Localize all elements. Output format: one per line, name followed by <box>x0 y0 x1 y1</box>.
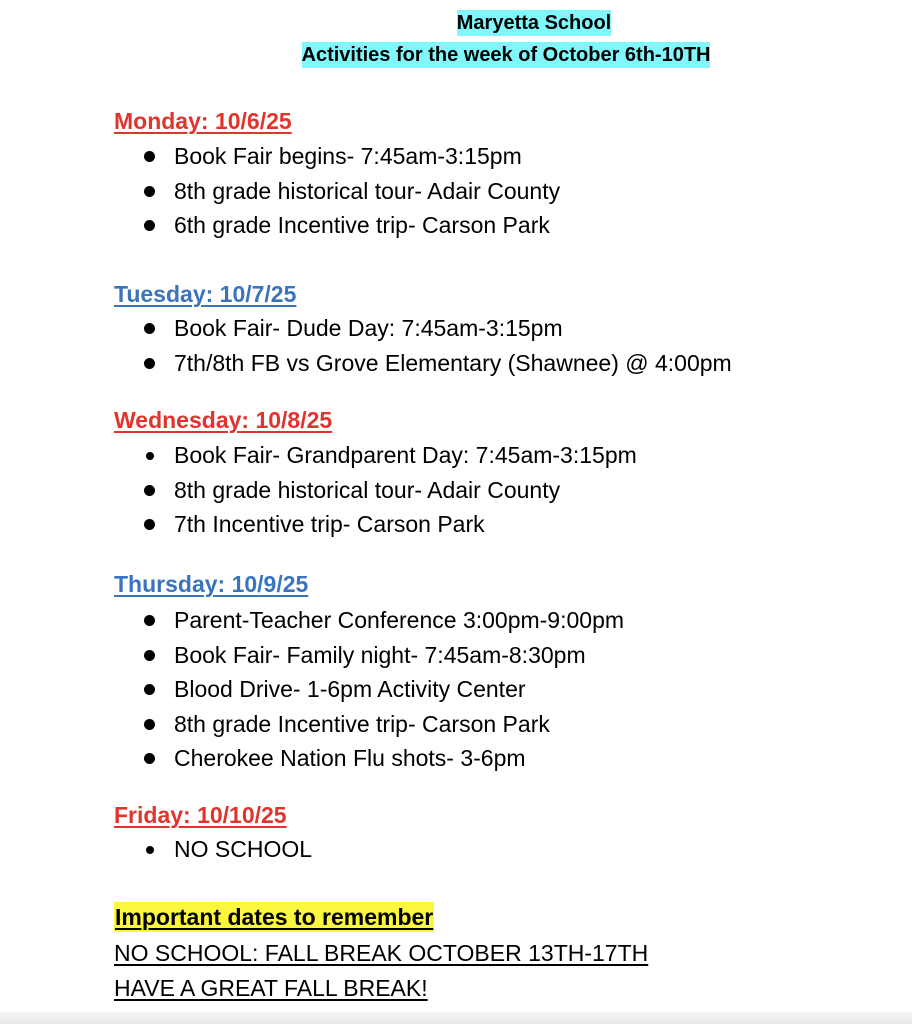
bullet-icon <box>144 753 155 764</box>
bullet-icon <box>144 186 155 197</box>
thursday-heading: Thursday: 10/9/25 <box>114 571 309 597</box>
list-item: Cherokee Nation Flu shots- 3-6pm <box>140 741 624 776</box>
monday-list <box>140 139 560 243</box>
bullet-icon <box>146 846 154 854</box>
list-item: 8th grade Incentive trip- Carson Park <box>140 707 624 742</box>
bullet-icon <box>144 220 155 231</box>
bullet-icon <box>146 452 154 460</box>
bullet-icon <box>144 151 155 162</box>
list-item: 7th/8th FB vs Grove Elementary (Shawnee) @ 4:00pm <box>140 346 732 381</box>
bullet-icon <box>144 519 155 530</box>
bullet-icon <box>144 650 155 661</box>
tuesday-list <box>140 311 732 380</box>
thursday-list <box>140 603 624 776</box>
school-name: Maryetta School <box>456 12 612 34</box>
tuesday-heading: Tuesday: 10/7/25 <box>114 281 297 307</box>
bullet-icon <box>144 615 155 626</box>
bullet-icon <box>144 684 155 695</box>
list-item: Blood Drive- 1-6pm Activity Center <box>140 672 624 707</box>
list-item: 8th grade historical tour- Adair County <box>140 473 637 508</box>
list-item: Book Fair- Dude Day: 7:45am-3:15pm <box>140 311 732 346</box>
list-item: NO SCHOOL <box>140 832 312 867</box>
friday-list <box>140 832 312 867</box>
list-item: Book Fair- Family night- 7:45am-8:30pm <box>140 638 624 673</box>
bullet-icon <box>144 358 155 369</box>
list-item: Parent-Teacher Conference 3:00pm-9:00pm <box>140 603 624 638</box>
bullet-icon <box>144 719 155 730</box>
bottom-edge <box>0 1012 912 1024</box>
header-school-line <box>78 8 912 38</box>
fall-break-greeting: HAVE A GREAT FALL BREAK! <box>114 975 428 1001</box>
bullet-icon <box>144 485 155 496</box>
list-item: Book Fair- Grandparent Day: 7:45am-3:15pm <box>140 438 637 473</box>
header-subtitle-line <box>50 40 912 70</box>
friday-heading: Friday: 10/10/25 <box>114 802 287 828</box>
bullet-icon <box>144 323 155 334</box>
fall-break-notice: NO SCHOOL: FALL BREAK OCTOBER 13TH-17TH <box>114 940 649 966</box>
list-item: 8th grade historical tour- Adair County <box>140 174 560 209</box>
list-item: 7th Incentive trip- Carson Park <box>140 507 637 542</box>
week-title: Activities for the week of October 6th-10TH <box>301 44 711 66</box>
wednesday-heading: Wednesday: 10/8/25 <box>114 407 333 433</box>
monday-heading: Monday: 10/6/25 <box>114 108 292 134</box>
list-item: 6th grade Incentive trip- Carson Park <box>140 208 560 243</box>
list-item: Book Fair begins- 7:45am-3:15pm <box>140 139 560 174</box>
important-dates-heading: Important dates to remember <box>115 904 434 930</box>
wednesday-list <box>140 438 637 542</box>
